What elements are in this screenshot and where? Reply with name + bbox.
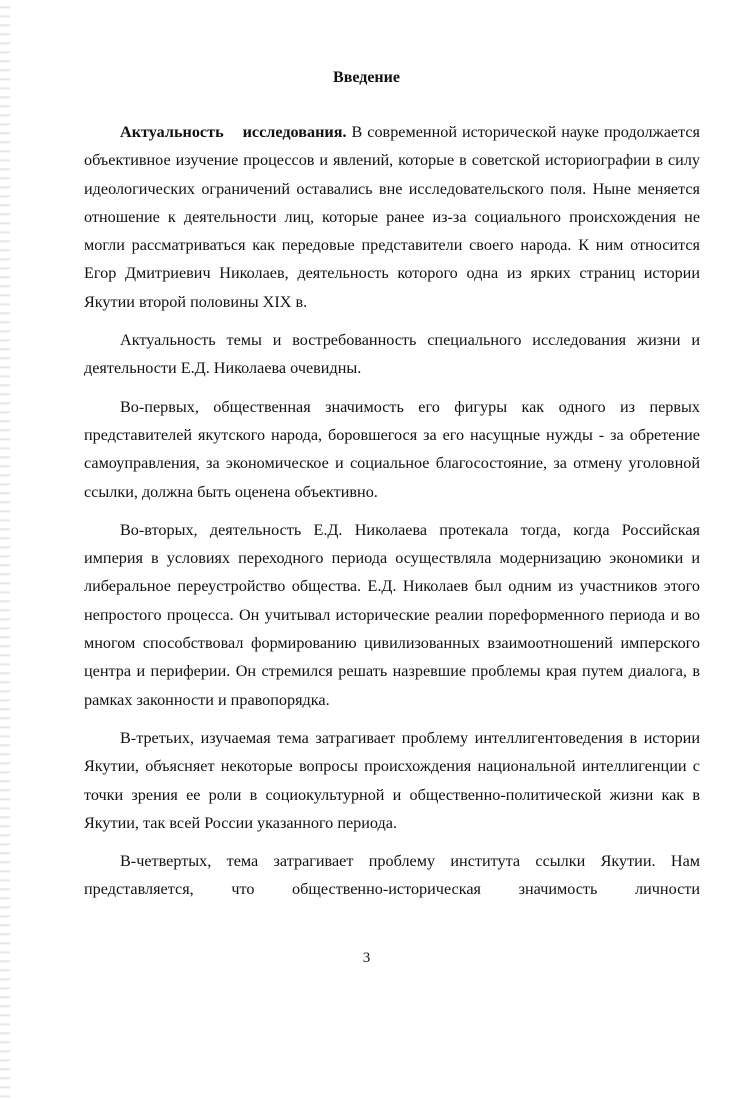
paragraph-text: В современной исторической науке продолжается объективное изучение процессов и явлений, которые в советской историографии в силу идеологических ограничений оставались вне исследовательского поля. Ныне меняется отношение к деятельности лиц, которые ранее из-за социального происхождения не могли рассматриваться как передовые представители своего народа. К ним относится Егор Дмитриевич Николаев, деятельность которого одна из ярких страниц истории Якутии второй половины XIX в. [84,123,700,311]
section-heading: Введение [333,69,400,86]
page-number: 3 [362,950,371,966]
paragraph-firstly: Во-первых, общественная значимость его фигуры как одного из первых представителей якутского народа, боровшегося за его насущные нужды - за обретение самоуправления, за экономическое и социальное благосостояние, за отмену уголовной ссылки, должна быть оценена объективно. [84,397,700,501]
scan-edge-artifact [0,0,10,1100]
paragraph-relevance [84,118,700,316]
paragraph-lead: Актуальность исследования. [120,123,347,141]
paragraph-fourthly: В-четвертых, тема затрагивает проблему института ссылки Якутии. Нам представляется, что общественно-историческая значимость личности [84,852,700,899]
document-body [84,118,700,914]
paragraph-thirdly: В-третьих, изучаемая тема затрагивает проблему интеллигентоведения в истории Якутии, объясняет некоторые вопросы происхождения национальной интеллигенции с точки зрения ее роли в социокультурной и общественно-политической жизни как в Якутии, так всей России указанного периода. [84,728,700,832]
paragraph-secondly: Во-вторых, деятельность Е.Д. Николаева протекала тогда, когда Российская империя в условиях переходного периода осуществляла модернизацию экономики и либеральное переустройство общества. Е.Д. Николаев был одним из участников этого непростого процесса. Он учитывал исторические реалии пореформенного периода и во многом способствовал формированию цивилизованных взаимоотношений имперского центра и периферии. Он стремился решать назревшие проблемы края путем диалога, в рамках законности и правопорядка. [84,520,700,709]
paragraph-relevance-topic: Актуальность темы и востребованность специального исследования жизни и деятельности Е.Д. Николаева очевидны. [84,331,700,378]
